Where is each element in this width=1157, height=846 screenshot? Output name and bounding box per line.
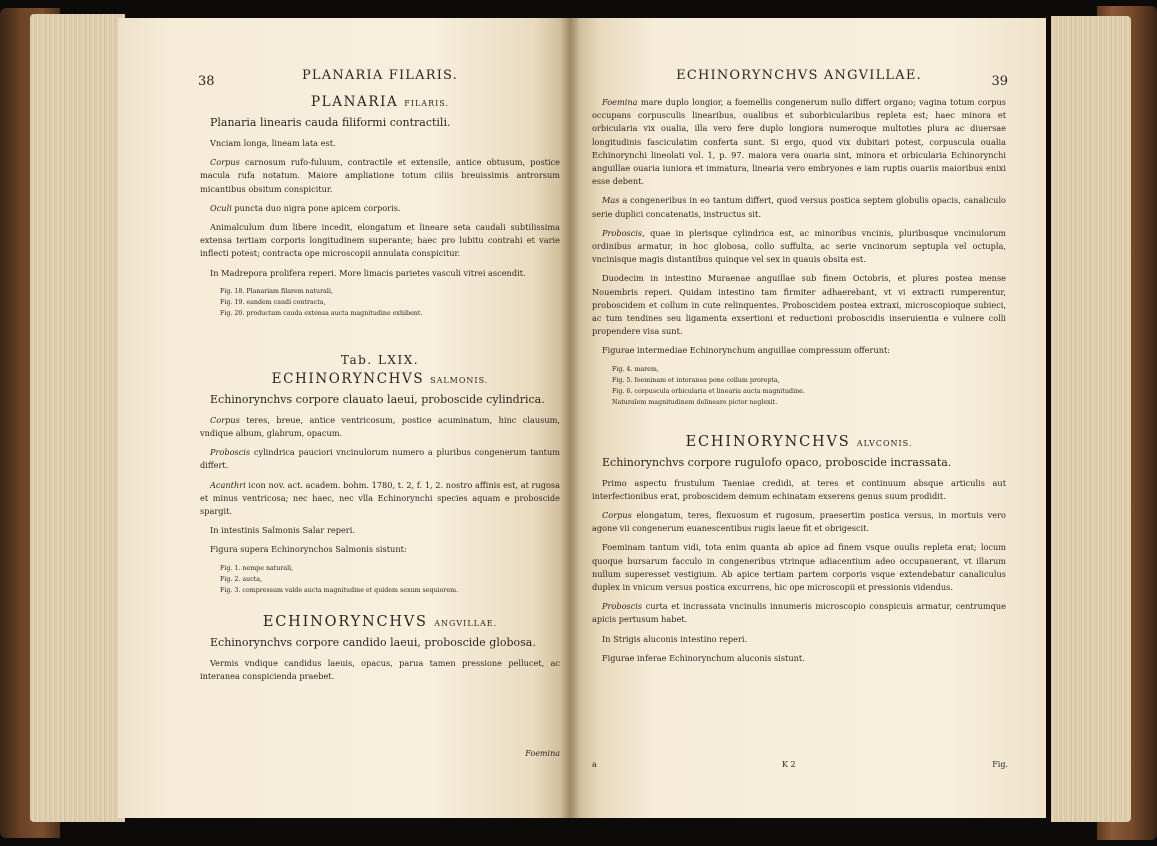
paragraph: Mas a congeneribus in eo tantum differt, quod versus postica septem globulis opacis, canaliculo serie duplici concatenatis, instructus sit.: [592, 195, 1006, 219]
paragraph: In Madrepora prolifera reperi. More limacis parietes vasculi vitrei ascendit.: [210, 267, 526, 278]
anguillae-title: [200, 614, 560, 630]
figure-caption: Fig. 1. nempe naturali,: [220, 564, 294, 572]
paragraph: Foemina mare duplo longior, a foemellis congenerum nullo differt organo; vagina totum corpus occupans corpusculis linearibus, oualibus et suborbicularibus repleta est; haec minora et orbicularia vix oualia, illa vero fere duplo longiora numeroque multoties plura ac diuersae longitudinis fasciculatim conferta sunt. Si ergo, quod vix dubitari potest, corpuscula oualia Echinorynchi lineolati vol. 1, p. 97. maiora vera ouaria sint, minora et orbicularia Echinorynchi anguillae ouaria iuniora et immatura, linearia vero embryones e iam ruptis ouariis maioribus enixi esse debent.: [592, 97, 1006, 187]
left-page-edges: [30, 14, 125, 822]
salmonis-title: [200, 371, 560, 387]
planaria-diagnosis: Planaria linearis cauda filiformi contractili.: [210, 116, 451, 129]
paragraph: Vermis vndique candidus laeuis, opacus, parua tamen pressione pellucet, ac interanea conspicienda praebet.: [200, 657, 560, 681]
paragraph: Proboscis curta et incrassata vncinulis innumeris microscopio conspicuis armatur, centrumque apicis pertusum habet.: [592, 601, 1006, 625]
right-page: [570, 18, 1046, 818]
planaria-title: [200, 94, 560, 110]
figure-caption: Fig. 20. productam cauda extensa aucta magnitudine exhibent.: [220, 309, 423, 317]
paragraph: Figurae intermediae Echinorynchum anguillae compressum offerunt:: [602, 345, 891, 356]
planaria-title-main: PLANARIA: [310, 94, 399, 110]
anguillae-figure-list: [592, 364, 1006, 408]
figure-caption: Fig. 18. Planariam filarem naturali,: [220, 287, 333, 295]
right-page-edges: [1051, 16, 1131, 822]
left-page: [118, 18, 570, 818]
anguillae-diagnosis: Echinorynchvs corpore candido laeui, proboscide globosa.: [210, 635, 536, 649]
planaria-figure-list: [200, 286, 560, 319]
salmonis-title-main: ECHINORYNCHVS: [271, 370, 425, 387]
paragraph: Duodecim in intestino Muraenae anguillae sub finem Octobris, et plures postea mense Nouembris reperi. Quidam intestino tam firmiter adhaerebant, vt vi extracti rumperentur, proboscidem et collum in cute relinquentes. Proboscidem postea extraxi, microscopioque subieci, ac tum tendines seu ligamenta exsertioni et reductioni proboscidis inseruientia e vulnere colli propendere visa sunt.: [592, 273, 1006, 337]
right-page-number: 39: [991, 74, 1008, 89]
plate-label: Tab. LXIX.: [340, 352, 420, 367]
right-running-title: ECHINORYNCHVS ANGVILLAE.: [676, 68, 922, 83]
alvconis-text: [592, 477, 1006, 665]
salmonis-text: [200, 414, 560, 557]
paragraph: Foeminam tantum vidi, tota enim quanta ab apice ad finem vsque ouulis repleta erat; locum quoque bursarum facculo in congeneribus vtrinque adiacentium adeo occupauerant, vt illarum nullum superesset vestigium. Ab apice tertiam partem corporis vsque extendebatur canaliculus duplex in vnicum versus postica excurrens, hic ope microscopii et pressionis videndus.: [592, 542, 1006, 593]
footer-mark: a: [592, 760, 597, 769]
alvconis-title-main: ECHINORYNCHVS: [685, 433, 851, 450]
left-catchword: Foemina: [525, 749, 560, 758]
paragraph: Proboscis cylindrica pauciori vncinulorum numero a pluribus congenerum tantum differt.: [200, 447, 560, 471]
salmonis-figure-list: [200, 563, 560, 596]
figure-caption: Fig. 5. foeminam et interanea pone collum prorepta,: [612, 376, 780, 384]
anguillae-title-main: ECHINORYNCHVS: [262, 613, 428, 630]
figure-caption: Fig. 6. corpuscula orbicularia et linearia aucta magnitudine.: [612, 387, 805, 395]
figure-caption: Fig. 2. aucta,: [220, 575, 263, 583]
salmonis-title-sub: SALMONIS.: [430, 375, 489, 385]
paragraph: In Strigis aluconis intestino reperi.: [602, 633, 748, 644]
paragraph: Corpus teres, breue, antice ventricosum, postice acuminatum, hinc clausum, vndique album, glabrum, opacum.: [200, 414, 560, 439]
figure-caption: Fig. 4. marem,: [612, 365, 659, 373]
paragraph: Figurae inferae Echinorynchum aluconis sistunt.: [602, 652, 805, 663]
alvconis-title: [592, 434, 1006, 450]
figure-caption: Fig. 19. eandem caudi contracta,: [220, 298, 326, 306]
paragraph: Oculi puncta duo nigra pone apicem corporis.: [210, 202, 401, 213]
figure-caption: Fig. 3. compressum valde aucta magnitudine et quidem sexum sequiorem.: [220, 586, 459, 594]
paragraph: Corpus carnosum rufo-fuluum, contractile et extensile, antice obtusum, postice macula rufa notatum. Maiore ampliatione totum ciliis breuissimis antrorsum micantibus obsitum conspicitur.: [200, 157, 560, 194]
paragraph: Corpus elongatum, teres, flexuosum et rugosum, praesertim postica versus, in mortuis vero agone vii congenerum euanescentibus rugis laeue fit et obrigescit.: [592, 510, 1006, 534]
paragraph: Figura supera Echinorynchos Salmonis sistunt:: [210, 544, 407, 555]
paragraph: In intestinis Salmonis Salar reperi.: [210, 525, 355, 536]
paragraph: Primo aspectu frustulum Taeniae credidi, at teres et continuum absque articulis aut interfectionibus erat, proboscidem demum echinatam exserens genus suum prodidit.: [592, 477, 1006, 501]
planaria-text: [200, 137, 560, 280]
left-page-number: 38: [198, 74, 215, 89]
left-running-title: PLANARIA FILARIS.: [301, 68, 459, 83]
right-catchword: Fig.: [992, 760, 1008, 769]
figure-caption: Naturalem magnitudinem delineare pictor neglexit.: [612, 398, 778, 406]
paragraph: Vnciam longa, lineam lata est.: [210, 138, 336, 148]
anguillae-continued-text: [592, 96, 1006, 358]
salmonis-diagnosis: Echinorynchvs corpore clauato laeui, proboscide cylindrica.: [210, 392, 545, 406]
signature-mark: K 2: [782, 760, 796, 769]
book-gutter: [560, 18, 580, 818]
alvconis-title-sub: ALVCONIS.: [856, 438, 913, 448]
alvconis-diagnosis: Echinorynchvs corpore rugulofo opaco, proboscide incrassata.: [602, 455, 952, 469]
anguillae-title-sub: ANGVILLAE.: [434, 618, 498, 628]
paragraph: Acanthri icon nov. act. academ. bohm. 1780, t. 2, f. 1, 2. nostro affinis est, at rugosa et minus ventricosa; nec haec, nec vlla Echinorynchi species aquam e proboscide spargit.: [200, 479, 560, 517]
paragraph: Proboscis, quae in plerisque cylindrica est, ac minoribus vncinis, pluribusque vncinulorum ordinibus armatur, in hoc globosa, collo suffulta, ac serie vncinorum septupla vel octupla, vncinisque magis distantibus quinque vel sex in quauis obsita est.: [592, 227, 1006, 265]
planaria-title-sub: FILARIS.: [404, 99, 450, 108]
left-running-head: [200, 68, 560, 90]
right-running-head: [592, 68, 1006, 90]
paragraph: Animalculum dum libere incedit, elongatum et lineare seta caudali subtilissima extensa tertiam corporis longitudinem superante; haec pro lubitu contrahi et varie inflecti potest; contracta ope microscopii annulata conspicitur.: [200, 222, 560, 259]
